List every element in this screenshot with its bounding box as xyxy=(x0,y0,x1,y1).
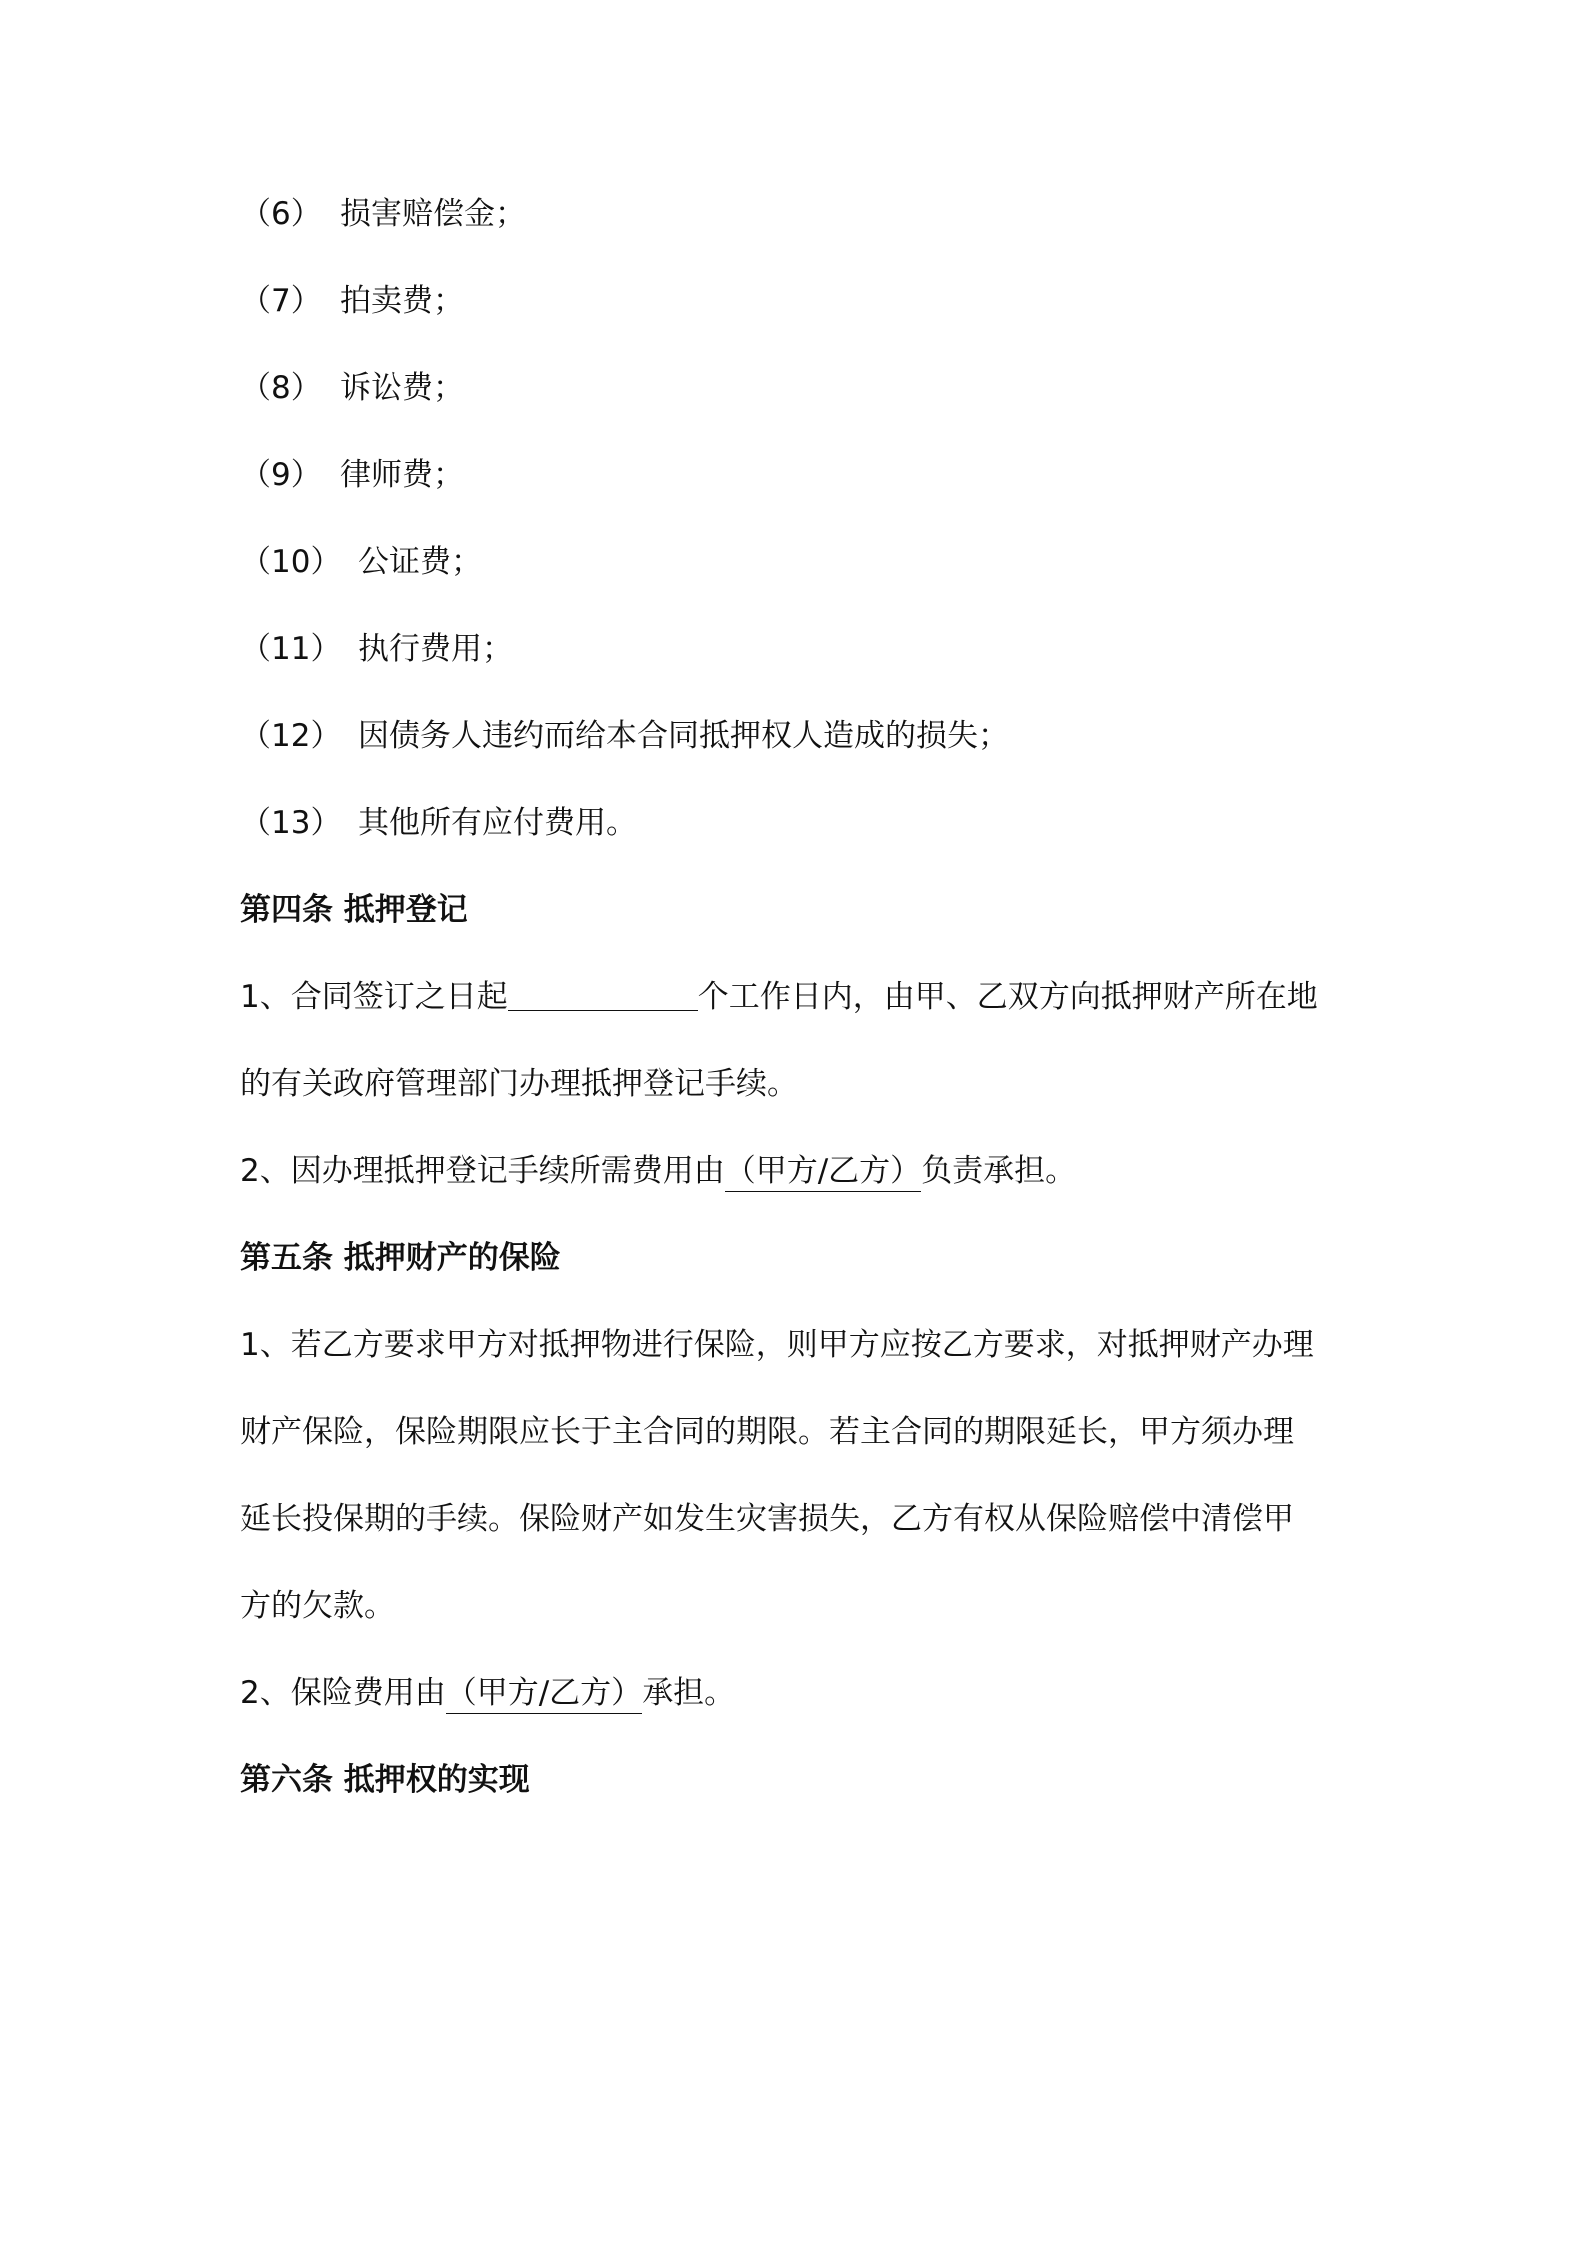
article-5-clause-1-cont: 财产保险，保险期限应长于主合同的期限。若主合同的期限延长，甲方须办理 xyxy=(240,1414,1294,1450)
item-number: （10） xyxy=(240,544,342,580)
item-number: （12） xyxy=(240,718,342,754)
list-item xyxy=(240,453,464,497)
item-text: 执行费用； xyxy=(358,631,513,667)
item-text: 公证费； xyxy=(358,544,482,580)
clause-text: 负责承担。 xyxy=(921,1153,1077,1189)
item-text: 拍卖费； xyxy=(340,283,464,319)
clause-text: 承担。 xyxy=(642,1675,736,1711)
fill-in-field: （甲方/乙方） xyxy=(725,1151,921,1192)
article-4-heading: 第四条 抵押登记 xyxy=(240,892,468,928)
article-5-clause-2 xyxy=(240,1671,735,1715)
item-number: （13） xyxy=(240,805,342,841)
item-number: （11） xyxy=(240,631,342,667)
list-item xyxy=(240,192,526,236)
blank-field xyxy=(508,980,698,1011)
list-item xyxy=(240,627,513,671)
list-item xyxy=(240,714,1009,758)
item-text: 诉讼费； xyxy=(340,370,464,406)
item-number: （7） xyxy=(240,283,322,319)
list-item xyxy=(240,279,464,323)
clause-text: 2、保险费用由 xyxy=(240,1675,446,1711)
article-5-clause-1-cont: 方的欠款。 xyxy=(240,1588,395,1624)
article-4-clause-1 xyxy=(240,975,1318,1019)
article-5-clause-1: 1、若乙方要求甲方对抵押物进行保险，则甲方应按乙方要求，对抵押财产办理 xyxy=(240,1327,1314,1363)
article-5-heading: 第五条 抵押财产的保险 xyxy=(240,1240,561,1276)
item-number: （9） xyxy=(240,457,322,493)
list-item xyxy=(240,366,464,410)
item-number: （6） xyxy=(240,196,322,232)
item-text: 损害赔偿金； xyxy=(340,196,526,232)
item-number: （8） xyxy=(240,370,322,406)
article-4-clause-2 xyxy=(240,1149,1076,1193)
item-text: 因债务人违约而给本合同抵押权人造成的损失； xyxy=(358,718,1009,754)
clause-text: 2、因办理抵押登记手续所需费用由 xyxy=(240,1153,725,1189)
item-text: 其他所有应付费用。 xyxy=(358,805,637,841)
fill-in-field: （甲方/乙方） xyxy=(446,1673,642,1714)
list-item xyxy=(240,540,482,584)
clause-text: 1、合同签订之日起 xyxy=(240,979,508,1015)
article-4-clause-1-cont: 的有关政府管理部门办理抵押登记手续。 xyxy=(240,1066,798,1102)
list-item xyxy=(240,801,637,845)
article-6-heading: 第六条 抵押权的实现 xyxy=(240,1762,530,1798)
clause-text: 个工作日内，由甲、乙双方向抵押财产所在地 xyxy=(697,979,1318,1015)
article-5-clause-1-cont: 延长投保期的手续。保险财产如发生灾害损失，乙方有权从保险赔偿中清偿甲 xyxy=(240,1501,1294,1537)
item-text: 律师费； xyxy=(340,457,464,493)
